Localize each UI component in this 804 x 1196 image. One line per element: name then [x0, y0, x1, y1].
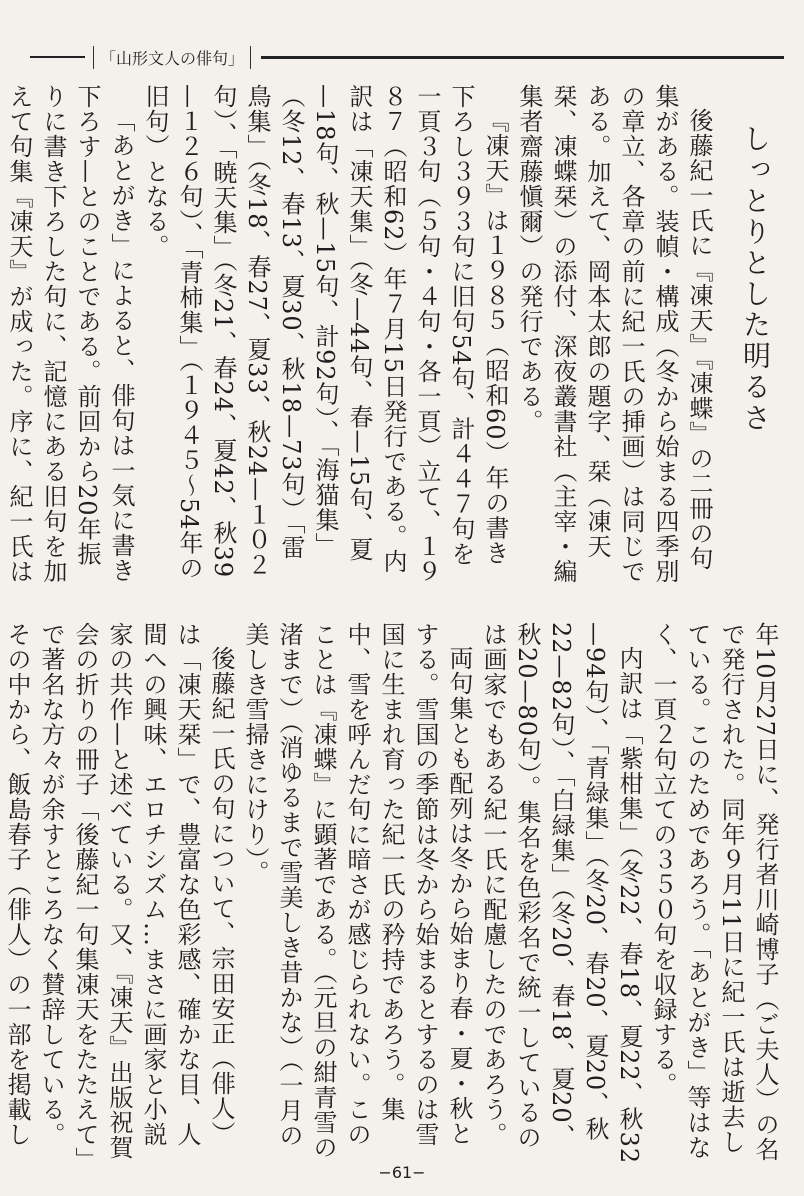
paragraph: 『凍天』は１９８５（昭和60）年の書き下ろし３９３句に旧句54句、計４４７句を一頁３句（５句・４句・各一頁）立て、１９８７（昭和62）年７月15日発行である。内訳は「凍天集」（冬—44句、春—15句、夏—18句、秋—15句、計92句）、「海猫集」（冬12、春13、夏30、秋18—73句）「雷鳥集」（冬18、春27、夏33、秋24—１０２句）、「暁天集」（冬21、春24、夏42、秋39—１２６句）、「青柿集」（１９４５〜54年の旧句）となる。 — [141, 84, 509, 584]
paragraph: 両句集とも配列は冬から始まり春・夏・秋とする。雪国の季節は冬から始まるとするのは雪国に生まれ育った紀一氏の矜持であろう。集中、雪を呼んだ句に暗さが感じられない。このことは『凍蝶』に顕著である。（元旦の紺青雪の渚まで）（消ゆるまで雪美しき昔かな）（一月の美しき雪掃きにけり）。 — [241, 622, 473, 1160]
top-section — [5, 84, 782, 584]
paragraph: 後藤紀一氏に『凍天』『凍蝶』の二冊の句集がある。装幀・構成（冬から始まる四季別の章立、各章の前に紀一氏の挿画）は同じである。加えて、岡本太郎の題字、栞（凍天栞、凍蝶栞）の添付、深夜叢書社（主宰・編集者齋藤愼爾）の発行である。 — [515, 84, 713, 584]
paragraph: 「あとがき」によると、俳句は一気に書き下ろす—とのことである。前回から20年振りに書き下ろした句に、記憶にある旧句を加えて句集『凍天』が成った。序に、紀一氏は — [5, 84, 135, 584]
header-rule — [261, 56, 784, 59]
section-title: しっとりとした明るさ — [739, 124, 772, 434]
header-dash — [30, 56, 85, 58]
page-number: −61− — [378, 1163, 426, 1182]
paragraph: 後藤紀一氏の句について、宗田安正（俳人）は「凍天栞」で、豊富な色彩感、確かな目、人間への興味、エロチシズム…まさに画家と小説家の共作—と述べている。又、『凍天』出版祝賀会の折りの冊子「後藤紀一句集凍天をたたえて」で著名な方々が余すところなく賛辞している。その中から、飯島春子（俳人）の一部を掲載し — [3, 622, 235, 1160]
bottom-section — [3, 622, 782, 1170]
running-header — [30, 46, 784, 68]
paragraph: 年10月27日に、発行者川崎博子（ご夫人）の名で発行された。同年９月11日に紀一氏は逝去している。このためであろう。「あとがき」等はなく、一頁２句立ての３５０句を収録する。 — [649, 622, 779, 1163]
paragraph: 内訳は「紫柑集」（冬22、春18、夏22、秋32—94句）、「青緑集」（冬20、春20、夏20、秋22—82句）、「白緑集」（冬20、春18、夏20、秋20—80句）。集名を色彩名で統一しているのは画家でもある紀一氏に配慮したのであろう。 — [479, 622, 643, 1165]
header-label: 「山形文人の俳句」 — [93, 46, 251, 69]
